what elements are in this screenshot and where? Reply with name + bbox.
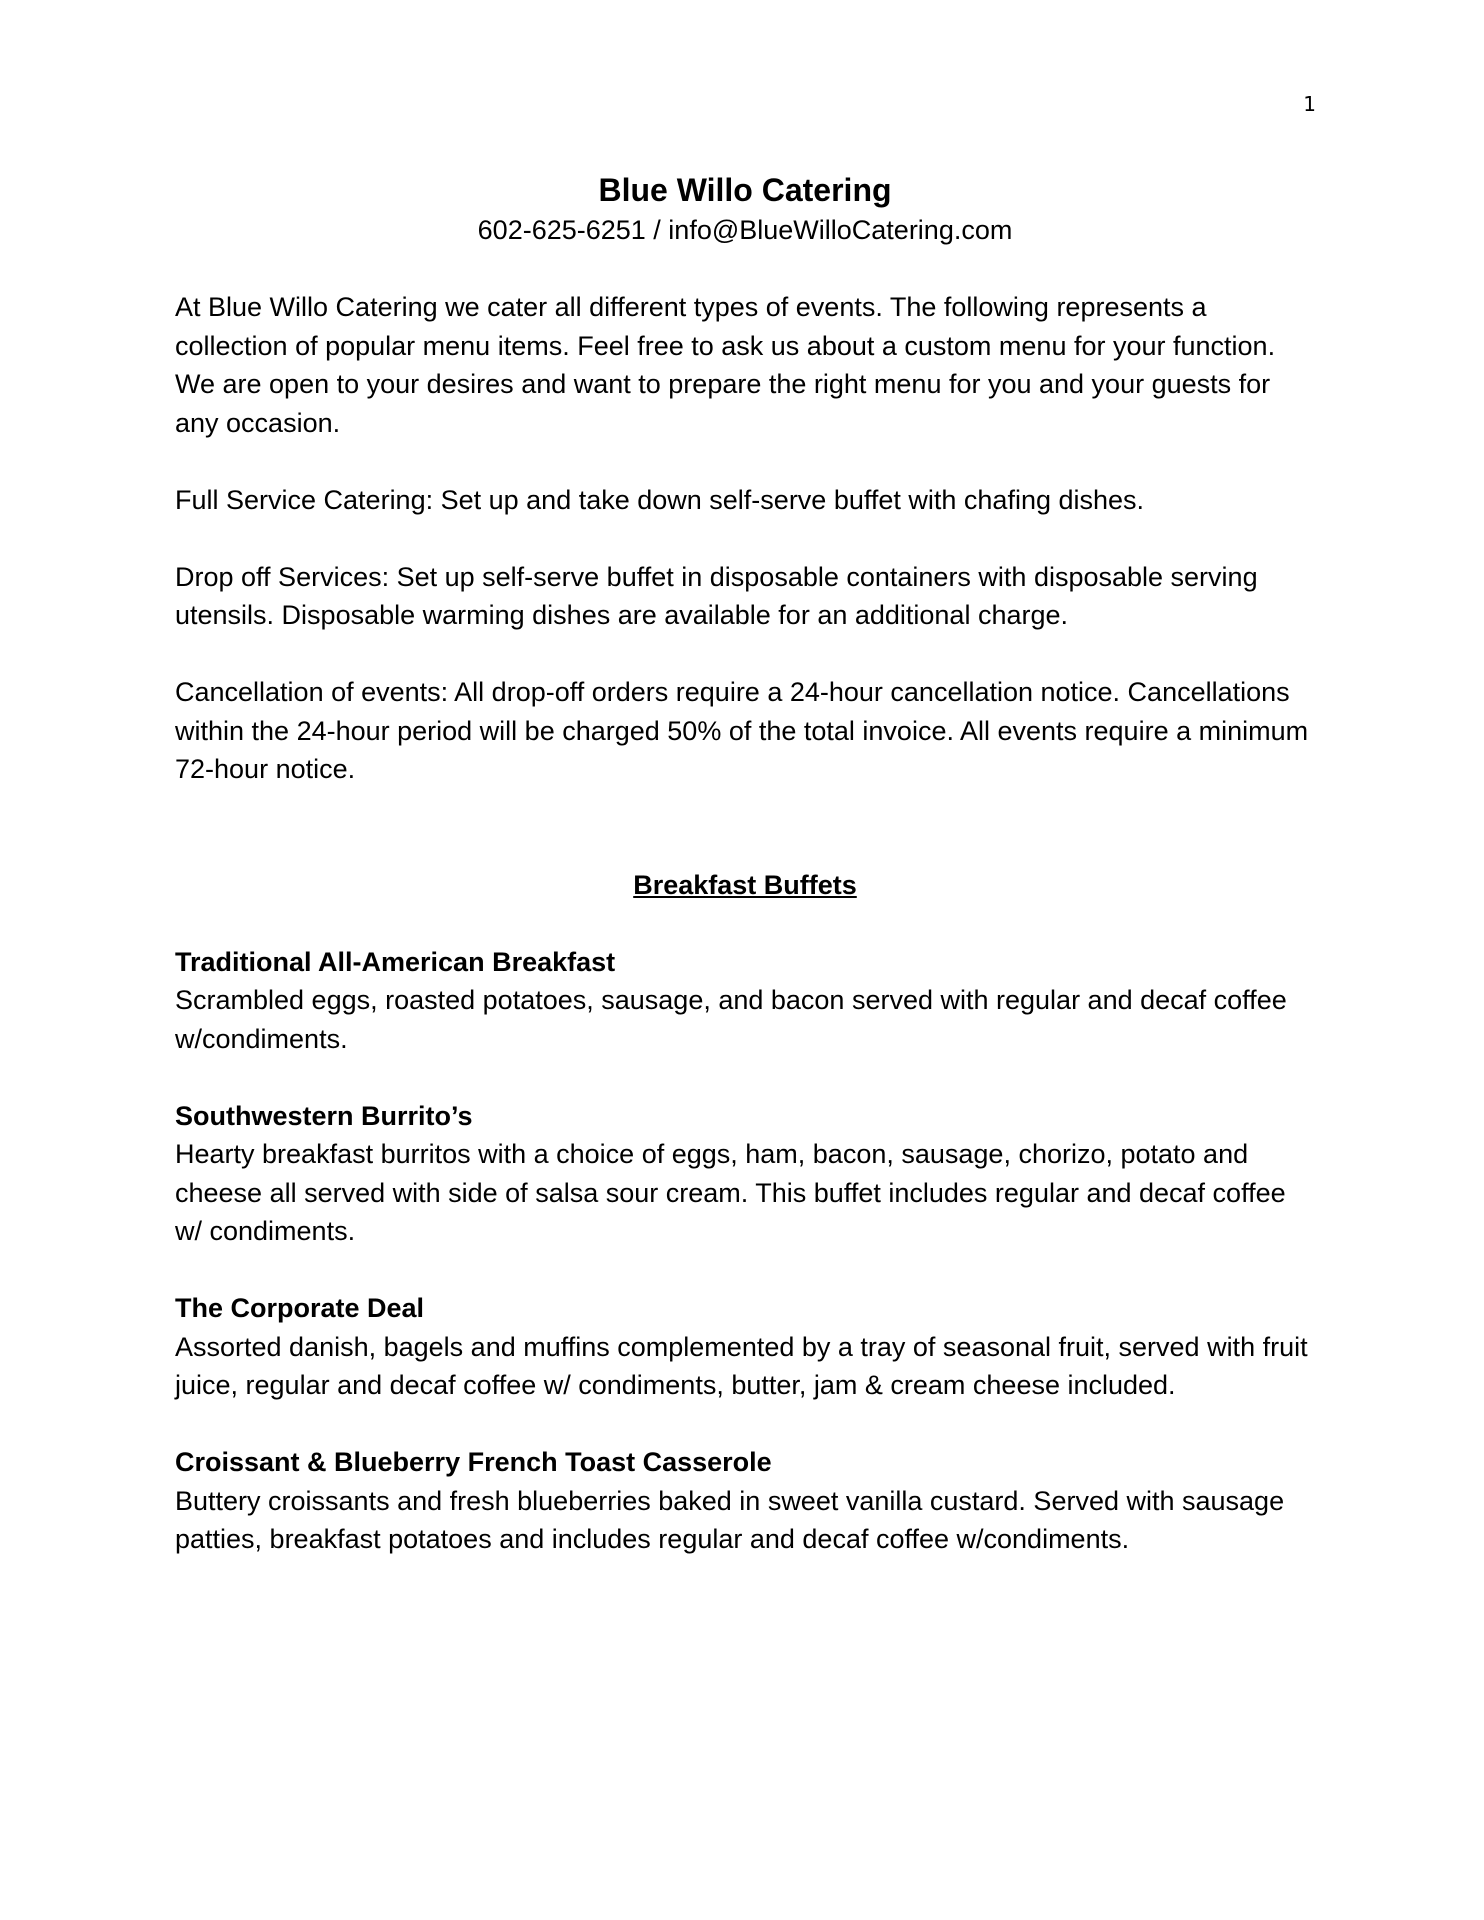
menu-item-name: Croissant & Blueberry French Toast Casserole	[175, 1447, 772, 1477]
company-title: Blue Willo Catering	[598, 172, 892, 208]
full-service-paragraph: Full Service Catering: Set up and take down self-serve buffet with chafing dishes.	[175, 484, 1145, 515]
drop-off-paragraph: Drop off Services: Set up self-serve buffet in disposable containers with disposable serving utensils. Disposable warming dishes are available for an additional charge.	[175, 561, 1258, 630]
menu-item	[175, 1097, 1315, 1251]
menu-item-description: Scrambled eggs, roasted potatoes, sausage, and bacon served with regular and decaf coffee w/condiments.	[175, 985, 1287, 1054]
intro-paragraph: At Blue Willo Catering we cater all different types of events. The following represents a collection of popular menu items. Feel free to ask us about a custom menu for your function. We are open to your desires and want to prepare the right menu for you and your guests for any occasion.	[175, 292, 1276, 438]
section-title: Breakfast Buffets	[633, 869, 857, 900]
menu-item-description: Hearty breakfast burritos with a choice of eggs, ham, bacon, sausage, chorizo, potato and cheese all served with side of salsa sour cream. This buffet includes regular and decaf coffee w/ condiments.	[175, 1139, 1286, 1246]
company-contact: 602-625-6251 / info@BlueWilloCatering.com	[477, 215, 1013, 245]
menu-item-description: Buttery croissants and fresh blueberries baked in sweet vanilla custard. Served with sausage patties, breakfast potatoes and includes regular and decaf coffee w/condiments.	[175, 1485, 1285, 1554]
menu-item-name: The Corporate Deal	[175, 1293, 425, 1323]
cancellation-paragraph: Cancellation of events: All drop-off orders require a 24-hour cancellation notice. Cancellations within the 24-hour period will be charged 50% of the total invoice. All events require a minimum 72-hour notice.	[175, 677, 1309, 784]
menu-item	[175, 1289, 1315, 1405]
menu-item-name: Traditional All-American Breakfast	[175, 946, 616, 977]
menu-item-description: Assorted danish, bagels and muffins complemented by a tray of seasonal fruit, served with fruit juice, regular and decaf coffee w/ condiments, butter, jam & cream cheese included.	[175, 1331, 1308, 1400]
page-number: 1	[1303, 92, 1316, 116]
menu-item	[175, 1443, 1315, 1559]
document-body	[175, 170, 1315, 1597]
menu-item-name: Southwestern Burrito’s	[175, 1100, 473, 1131]
menu-item	[175, 943, 1315, 1059]
